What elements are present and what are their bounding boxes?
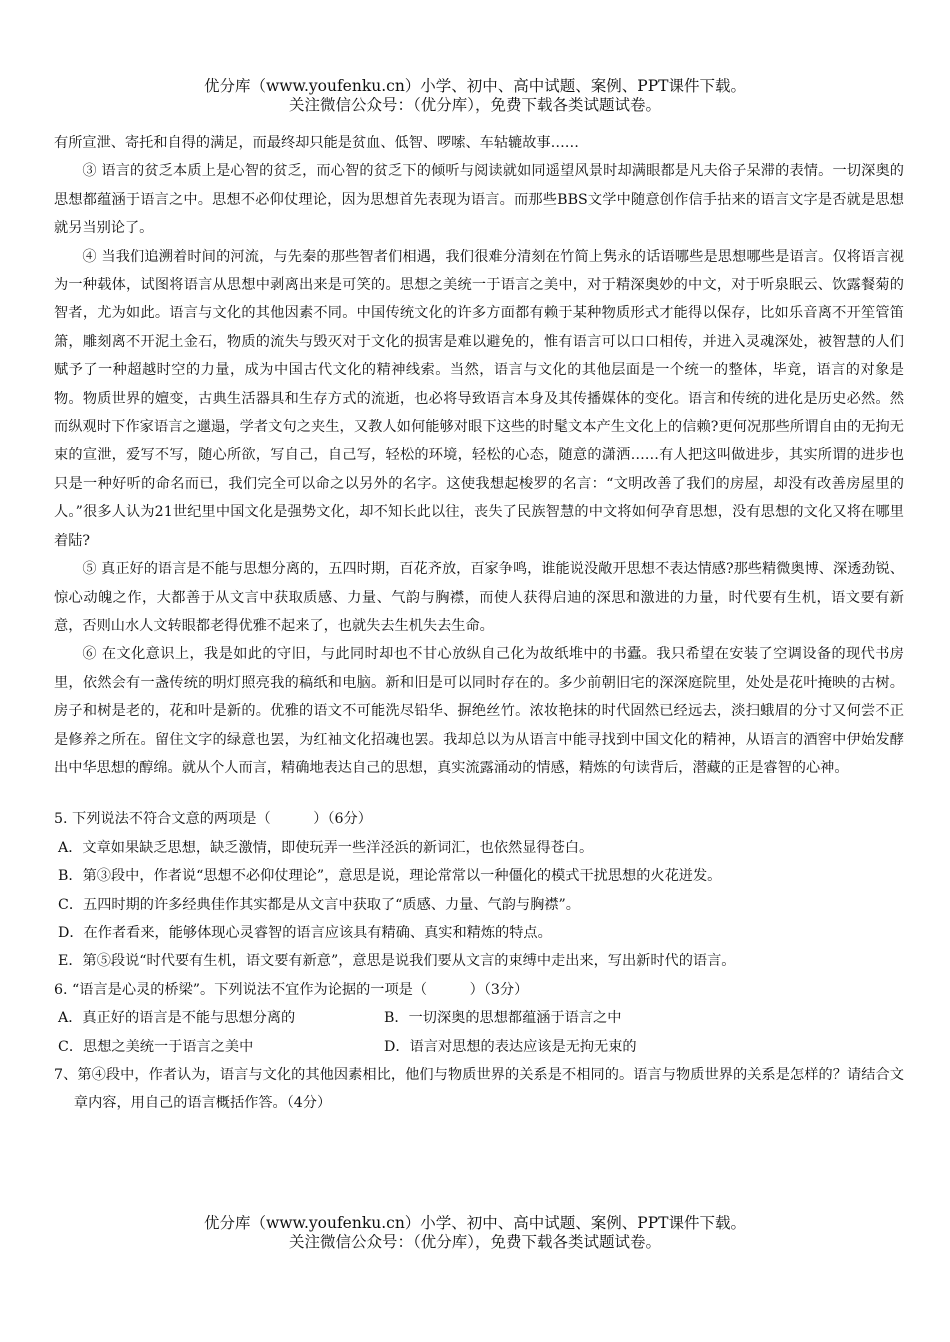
article-paragraph-5: ⑤ 真正好的语言是不能与思想分离的，五四时期，百花齐放，百家争鸣，谁能说没敞开思想不表达情感?那些精微奥博、深透劲锐、惊心动魄之作，大都善于从文言中获取质感、力量、气韵与胸襟，而使人获得启迪的深思和激进的力量，时代要有生机，语文要有新意，否则山水人文转眼都老得优雅不起来了，也就失去生机失去生命。 xyxy=(54,561,904,634)
question-5-option-b: B．第③段中，作者说“思想不必仰仗理论”，意思是说，理论常常以一种僵化的模式干扰思想的火花迸发。 xyxy=(58,868,722,885)
header-line-2: 关注微信公众号：（优分库），免费下载各类试题试卷。 xyxy=(288,96,661,114)
article-paragraph-6: ⑥ 在文化意识上，我是如此的守旧，与此同时却也不甘心放纵自己化为故纸堆中的书蠹。我只希望在安装了空调设备的现代书房里，依然会有一盏传统的明灯照亮我的稿纸和电脑。新和旧是可以同时存在的。多少前朝旧宅的深深庭院里，处处是花叶掩映的古树。房子和树是老的，花和叶是新的。优雅的语文不可能洗尽铅华、摒绝丝竹。浓妆艳抹的时代固然已经远去，淡扫蛾眉的分寸又何尝不正是修养之所在。留住文字的绿意也罢，为红袖文化招魂也罢。我却总以为从语言中能寻找到中国文化的精神，从语言的酒窖中伊始发酵出中华思想的醇绵。就从个人而言，精确地表达自己的思想，真实流露涌动的情感，精炼的句读背后，潜藏的正是睿智的心神。 xyxy=(54,646,904,776)
footer-line-1: 优分库（www.youfenku.cn）小学、初中、高中试题、案例、PPT课件下载。 xyxy=(203,1214,747,1232)
footer-line-2: 关注微信公众号：（优分库），免费下载各类试题试卷。 xyxy=(288,1233,661,1251)
question-5-option-e: E．第⑤段说“时代要有生机，语文要有新意”，意思是说我们要从文言的束缚中走出来，写出新时代的语言。 xyxy=(58,953,736,970)
question-5-option-d: D．在作者看来，能够体现心灵睿智的语言应该具有精确、真实和精炼的特点。 xyxy=(58,924,552,941)
question-7-stem: 7、第④段中，作者认为，语言与文化的其他因素相比，他们与物质世界的关系是不相同的。语言与物质世界的关系是怎样的？请结合文章内容，用自己的语言概括作答。（4分） xyxy=(54,1067,904,1112)
question-6-option-d: D．语言对思想的表达应该是无拘无束的 xyxy=(384,1038,637,1055)
question-5-option-c: C．五四时期的许多经典佳作其实都是从文言中获取了“质感、力量、气韵与胸襟”。 xyxy=(58,896,580,913)
question-6-option-a: A．真正好的语言是不能与思想分离的 xyxy=(58,1010,296,1027)
question-5-stem: 5. 下列说法不符合文意的两项是（ ）（6分） xyxy=(54,811,372,828)
article-paragraph-3: ③ 语言的贫乏本质上是心智的贫乏，而心智的贫乏下的倾听与阅读就如同遥望风景时却满眼都是凡夫俗子呆滞的表情。一切深奥的思想都蕴涵于语言之中。思想不必仰仗理论，因为思想首先表现为语言。而那些BBS文学中随意创作信手拈来的语言文字是否就是思想就另当别论了。 xyxy=(54,163,904,237)
question-7 xyxy=(54,1061,904,1118)
question-6-option-b: B．一切深奥的思想都蕴涵于语言之中 xyxy=(384,1010,622,1027)
page-header xyxy=(0,77,950,115)
question-6-options-row-2 xyxy=(54,1033,904,1061)
header-line-1: 优分库（www.youfenku.cn）小学、初中、高中试题、案例、PPT课件下载。 xyxy=(203,77,747,95)
question-5 xyxy=(54,805,904,975)
question-6 xyxy=(54,976,904,1061)
page-footer xyxy=(0,1214,950,1252)
document-body xyxy=(54,129,904,1118)
article-paragraph-continued: 有所宣泄、寄托和自得的满足，而最终却只能是贫血、低智、啰嗦、车轱辘故事…… xyxy=(54,135,579,151)
question-6-stem: 6. “语言是心灵的桥梁”。下列说法不宜作为论据的一项是（ ）（3分） xyxy=(54,981,529,998)
article-paragraph-4: ④ 当我们追溯着时间的河流，与先秦的那些智者们相遇，我们很难分清刻在竹简上隽永的话语哪些是思想哪些是语言。仅将语言视为一种载体，试图将语言从思想中剥离出来是可笑的。思想之美统一于语言之美中，对于精深奥妙的中文，对于听泉眠云、饮露餐菊的智者，尤为如此。语言与文化的其他因素不同。中国传统文化的许多方面都有赖于某种物质形式才能得以保存，比如乐音离不开笙管笛箫，雕刻离不开泥土金石，物质的流失与毁灭对于文化的损害是难以避免的，惟有语言可以口口相传，并进入灵魂深处，被智慧的人们赋予了一种超越时空的力量，成为中国古代文化的精神线索。当然，语言与文化的其他层面是一个统一的整体，毕竟，语言的对象是物。物质世界的嬗变，古典生活器具和生存方式的流逝，也必将导致语言本身及其传播媒体的变化。语言和传统的进化是历史必然。然而纵观时下作家语言之邋遢，学者文句之夹生，又教人如何能够对眼下这些的时髦文本产生文化上的信赖?更何况那些所谓自由的无拘无束的宣泄，爱写不写，随心所欲，写自己，自己写，轻松的环境，轻松的心态，随意的潇洒……有人把这叫做进步，其实所谓的进步也只是一种好听的命名而已，我们完全可以命之以另外的名字。这使我想起梭罗的名言：“文明改善了我们的房屋，却没有改善房屋里的人。”很多人认为21世纪里中国文化是强势文化，却不知长此以往，丧失了民族智慧的中文将如何孕育思想，没有思想的文化又将在哪里着陆? xyxy=(54,248,904,549)
question-6-options-row-1 xyxy=(54,1004,904,1032)
question-5-option-a: A．文章如果缺乏思想，缺乏激情，即使玩弄一些洋泾浜的新词汇，也依然显得苍白。 xyxy=(58,839,594,856)
question-6-option-c: C．思想之美统一于语言之美中 xyxy=(58,1038,254,1055)
section-gap xyxy=(54,782,904,805)
